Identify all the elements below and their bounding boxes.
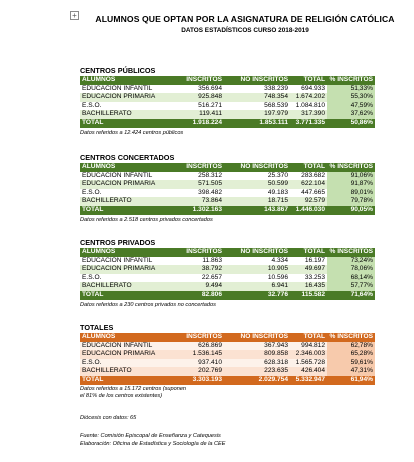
- table-row: [80, 274, 375, 283]
- no-inscritos-cell: 197.979: [224, 110, 290, 119]
- total-total: 5.332.947: [290, 376, 327, 385]
- row-label: BACHILLERATO: [80, 282, 162, 291]
- col-header-no-inscritos: NO INSCRITOS: [224, 163, 290, 172]
- section-title: TOTALES: [80, 323, 114, 332]
- concertados-table: [80, 163, 375, 215]
- col-header-inscritos: INSCRITOS: [162, 333, 224, 342]
- table-row: [80, 110, 375, 119]
- no-inscritos-cell: 25.370: [224, 172, 290, 181]
- total-label: TOTAL: [80, 376, 162, 385]
- pct-cell: 65,28%: [327, 350, 375, 359]
- no-inscritos-cell: 4.334: [224, 257, 290, 266]
- row-label: EDUCACION INFANTIL: [80, 85, 162, 94]
- col-header-no-inscritos: NO INSCRITOS: [224, 76, 290, 85]
- inscritos-cell: 937.410: [162, 359, 224, 368]
- table-row: [80, 342, 375, 351]
- pct-cell: 68,14%: [327, 274, 375, 283]
- section-centros-privados: [80, 237, 375, 309]
- inscritos-cell: 356.694: [162, 85, 224, 94]
- no-inscritos-cell: 223.635: [224, 367, 290, 376]
- pct-cell: 51,33%: [327, 85, 375, 94]
- col-header-total: TOTAL: [290, 76, 327, 85]
- table-header-row: [80, 76, 375, 85]
- pct-cell: 79,78%: [327, 197, 375, 206]
- total-no-inscritos: 32.776: [224, 291, 290, 300]
- no-inscritos-cell: 18.715: [224, 197, 290, 206]
- col-header-pct-inscritos: % INSCRITOS: [327, 248, 375, 257]
- row-label: EDUCACION PRIMARIA: [80, 350, 162, 359]
- total-cell: 1.674.202: [290, 93, 327, 102]
- inscritos-cell: 258.312: [162, 172, 224, 181]
- row-label: EDUCACION PRIMARIA: [80, 180, 162, 189]
- total-pct: 61,94%: [327, 376, 375, 385]
- total-cell: 92.579: [290, 197, 327, 206]
- total-cell: 16.435: [290, 282, 327, 291]
- row-label: E.S.O.: [80, 189, 162, 198]
- pct-cell: 62,78%: [327, 342, 375, 351]
- inscritos-cell: 1.536.145: [162, 350, 224, 359]
- section-title: CENTROS PRIVADOS: [80, 238, 156, 247]
- document-subtitle: DATOS ESTADÍSTICOS CURSO 2018-2019: [181, 27, 309, 34]
- col-header-pct-inscritos: % INSCRITOS: [327, 76, 375, 85]
- no-inscritos-cell: 10.905: [224, 265, 290, 274]
- no-inscritos-cell: 367.943: [224, 342, 290, 351]
- row-label: E.S.O.: [80, 274, 162, 283]
- pct-cell: 91,06%: [327, 172, 375, 181]
- col-header-total: TOTAL: [290, 333, 327, 342]
- pct-cell: 89,01%: [327, 189, 375, 198]
- inscritos-cell: 119.411: [162, 110, 224, 119]
- section-note-line: el 81% de los centros existentes): [80, 392, 163, 399]
- table-header-row: [80, 333, 375, 342]
- privados-table: [80, 248, 375, 300]
- section-note: Datos referidos a 2.518 centros privados concertados: [80, 216, 213, 223]
- total-inscritos: 1.918.224: [162, 119, 224, 128]
- total-cell: 994.812: [290, 342, 327, 351]
- row-label: BACHILLERATO: [80, 110, 162, 119]
- row-label: E.S.O.: [80, 359, 162, 368]
- pct-cell: 91,87%: [327, 180, 375, 189]
- inscritos-cell: 516.271: [162, 102, 224, 111]
- section-note-line: Datos referidos a 15.172 centros (suponen: [80, 385, 187, 392]
- diocesis-note: Diócesis con datos: 65: [80, 415, 137, 421]
- table-total-row: [80, 291, 375, 300]
- col-header-total: TOTAL: [290, 163, 327, 172]
- col-header-inscritos: INSCRITOS: [162, 163, 224, 172]
- section-title: CENTROS CONCERTADOS: [80, 153, 175, 162]
- table-row: [80, 282, 375, 291]
- row-label: EDUCACION PRIMARIA: [80, 93, 162, 102]
- inscritos-cell: 73.864: [162, 197, 224, 206]
- pct-cell: 47,59%: [327, 102, 375, 111]
- source-note: Fuente: Comisión Episcopal de Enseñanza y Catequesis: [80, 433, 221, 439]
- no-inscritos-cell: 6.941: [224, 282, 290, 291]
- table-row: [80, 350, 375, 359]
- total-inscritos: 1.302.163: [162, 206, 224, 215]
- table-row: [80, 197, 375, 206]
- section-totales: [80, 322, 375, 400]
- table-total-row: [80, 206, 375, 215]
- table-row: [80, 93, 375, 102]
- section-note: [80, 386, 375, 400]
- pct-cell: 78,06%: [327, 265, 375, 274]
- total-pct: 90,05%: [327, 206, 375, 215]
- table-header-row: [80, 248, 375, 257]
- row-label: EDUCACION INFANTIL: [80, 342, 162, 351]
- table-anchor-icon[interactable]: +: [70, 11, 79, 20]
- section-note: Datos referidos a 230 centros privados no concertados: [80, 301, 216, 308]
- total-inscritos: 3.303.193: [162, 376, 224, 385]
- section-note: Datos referidos a 12.424 centros públicos: [80, 129, 184, 136]
- table-row: [80, 189, 375, 198]
- document-title: ALUMNOS QUE OPTAN POR LA ASIGNATURA DE RELIGIÓN CATÓLICA: [95, 14, 395, 24]
- pct-cell: 37,62%: [327, 110, 375, 119]
- row-label: EDUCACION INFANTIL: [80, 172, 162, 181]
- inscritos-cell: 398.482: [162, 189, 224, 198]
- inscritos-cell: 22.657: [162, 274, 224, 283]
- total-cell: 622.104: [290, 180, 327, 189]
- pct-cell: 47,31%: [327, 367, 375, 376]
- no-inscritos-cell: 568.539: [224, 102, 290, 111]
- row-label: EDUCACION INFANTIL: [80, 257, 162, 266]
- col-header-pct-inscritos: % INSCRITOS: [327, 333, 375, 342]
- table-row: [80, 257, 375, 266]
- total-cell: 694.933: [290, 85, 327, 94]
- no-inscritos-cell: 748.354: [224, 93, 290, 102]
- total-label: TOTAL: [80, 119, 162, 128]
- inscritos-cell: 9.494: [162, 282, 224, 291]
- section-centros-publicos: [80, 65, 375, 137]
- table-header-row: [80, 163, 375, 172]
- col-header-no-inscritos: NO INSCRITOS: [224, 333, 290, 342]
- total-cell: 16.197: [290, 257, 327, 266]
- total-label: TOTAL: [80, 291, 162, 300]
- total-cell: 317.390: [290, 110, 327, 119]
- total-cell: 447.665: [290, 189, 327, 198]
- row-label: BACHILLERATO: [80, 197, 162, 206]
- inscritos-cell: 626.869: [162, 342, 224, 351]
- inscritos-cell: 38.792: [162, 265, 224, 274]
- row-label: EDUCACION PRIMARIA: [80, 265, 162, 274]
- no-inscritos-cell: 49.183: [224, 189, 290, 198]
- total-inscritos: 82.806: [162, 291, 224, 300]
- col-header-inscritos: INSCRITOS: [162, 76, 224, 85]
- total-total: 115.582: [290, 291, 327, 300]
- totales-table: [80, 333, 375, 385]
- table-row: [80, 180, 375, 189]
- table-row: [80, 265, 375, 274]
- col-header-inscritos: INSCRITOS: [162, 248, 224, 257]
- no-inscritos-cell: 809.858: [224, 350, 290, 359]
- publicos-table: [80, 76, 375, 128]
- table-total-row: [80, 119, 375, 128]
- table-row: [80, 85, 375, 94]
- total-no-inscritos: 1.853.111: [224, 119, 290, 128]
- total-cell: 33.253: [290, 274, 327, 283]
- table-row: [80, 102, 375, 111]
- section-centros-concertados: [80, 152, 375, 224]
- col-header-alumnos: ALUMNOS: [80, 76, 162, 85]
- total-no-inscritos: 2.029.754: [224, 376, 290, 385]
- col-header-alumnos: ALUMNOS: [80, 163, 162, 172]
- col-header-alumnos: ALUMNOS: [80, 248, 162, 257]
- pct-cell: 73,24%: [327, 257, 375, 266]
- section-title: CENTROS PÚBLICOS: [80, 66, 156, 75]
- no-inscritos-cell: 338.239: [224, 85, 290, 94]
- total-cell: 1.565.728: [290, 359, 327, 368]
- no-inscritos-cell: 628.318: [224, 359, 290, 368]
- inscritos-cell: 571.505: [162, 180, 224, 189]
- col-header-pct-inscritos: % INSCRITOS: [327, 163, 375, 172]
- pct-cell: 55,30%: [327, 93, 375, 102]
- col-header-alumnos: ALUMNOS: [80, 333, 162, 342]
- row-label: E.S.O.: [80, 102, 162, 111]
- inscritos-cell: 202.769: [162, 367, 224, 376]
- total-cell: 426.404: [290, 367, 327, 376]
- total-cell: 49.697: [290, 265, 327, 274]
- col-header-total: TOTAL: [290, 248, 327, 257]
- no-inscritos-cell: 10.596: [224, 274, 290, 283]
- total-label: TOTAL: [80, 206, 162, 215]
- total-cell: 283.682: [290, 172, 327, 181]
- total-total: 3.771.335: [290, 119, 327, 128]
- table-row: [80, 367, 375, 376]
- pct-cell: 57,77%: [327, 282, 375, 291]
- inscritos-cell: 11.863: [162, 257, 224, 266]
- total-cell: 2.346.003: [290, 350, 327, 359]
- total-cell: 1.084.810: [290, 102, 327, 111]
- total-total: 1.446.030: [290, 206, 327, 215]
- inscritos-cell: 925.848: [162, 93, 224, 102]
- pct-cell: 59,61%: [327, 359, 375, 368]
- table-total-row: [80, 376, 375, 385]
- elaboration-note: Elaboración: Oficina de Estadística y Sociología de la CEE: [80, 441, 226, 447]
- no-inscritos-cell: 50.599: [224, 180, 290, 189]
- total-pct: 71,64%: [327, 291, 375, 300]
- total-pct: 50,86%: [327, 119, 375, 128]
- row-label: BACHILLERATO: [80, 367, 162, 376]
- col-header-no-inscritos: NO INSCRITOS: [224, 248, 290, 257]
- table-row: [80, 172, 375, 181]
- total-no-inscritos: 143.867: [224, 206, 290, 215]
- table-row: [80, 359, 375, 368]
